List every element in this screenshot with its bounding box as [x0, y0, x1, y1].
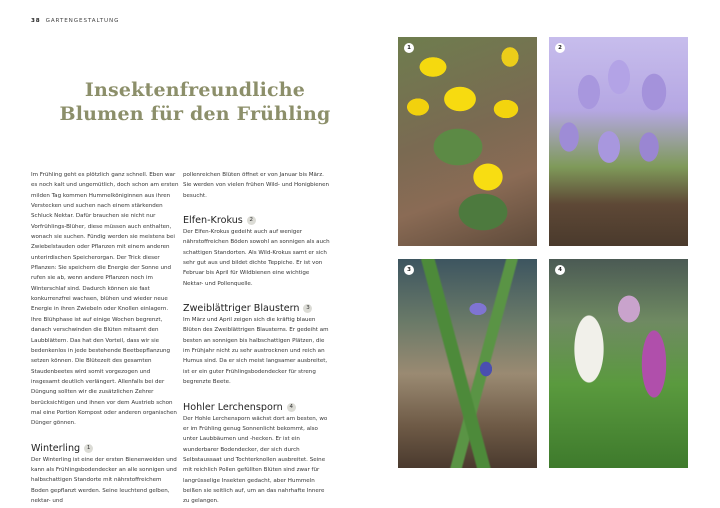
photo-elfen-krokus: [549, 37, 688, 246]
number-badge: 2: [247, 216, 256, 225]
photo-number-badge: 2: [555, 43, 565, 53]
photo-lerchensporn: [549, 259, 688, 468]
section-heading-blaustern: [183, 302, 331, 315]
running-head: [31, 18, 119, 24]
text-column-1: [31, 170, 179, 506]
number-badge: 4: [287, 403, 296, 412]
number-badge: 3: [303, 304, 312, 313]
section-name: GARTENGESTALTUNG: [45, 18, 120, 24]
title-line-1: Insektenfreundliche: [84, 79, 306, 101]
intro-paragraph: Im Frühling geht es plötzlich ganz schnell. Eben war es noch kalt und ungemütlich, doch schon am ersten milden Tag kommen Hummelköniginnen aus ihren Verstecken und suchen nach einem stärkenden Schluck Nektar. Dafür brauchen sie nicht nur Vorfrühlings-Blüher, diese müssen auch enthalten, wonach sie suchen. Fündig werden sie meistens bei Zwiebelstauden oder Pflanzen mit einem anderen unterirdischen Speicherorgan. Der Trick dieser Pflanzen: Sie speichern die Energie der Sonne und rufen sie ab, wenn andere Pflanzen noch im Winterschlaf sind. Dadurch können sie fast konkurrenzfrei wachsen, blühen und wieder neue Energie in ihren Zwiebeln oder Knollen einlagern. Ihre Blühphase ist auf einige Wochen begrenzt, danach verschwinden die Blüten mitsamt den Laubblättern. Das hat den Vorteil, dass wir sie bedenkenlos in jede bestehende Beetbepflanzung setzen können. Die Blütezeit des gesamten Staudenbeetes wird somit vorgezogen und insgesamt deutlich verlängert. Allenfalls bei der Düngung sollten wir die zusätzlichen Zehrer berücksichtigen und ihnen vor dem Austrieb schon mal eine Portion Kompost oder anderen organischen Dünger gönnen.: [31, 172, 179, 427]
section-text-lerchensporn: Der Hohle Lerchensporn wächst dort am besten, wo er im Frühling genug Sonnenlicht bekommt, also unter Laubbäumen und -hecken. Er ist ein wunderbarer Bodendecker, der sich durch Selbstaussaat und Tochterknollen ausbreitet. Seine mit reichlich Pollen gefüllten Blüten sind zwar für langrüsselige Insekten gedacht, aber Hummeln beißen sie seitlich auf, um an das nahrhafte Innere zu gelangen.: [183, 415, 328, 505]
photo-number-badge: 3: [404, 265, 414, 275]
photo-number-badge: 4: [555, 265, 565, 275]
section-text-elfen-krokus: Der Elfen-Krokus gedeiht auch auf weniger nährstoffreichen Böden sowohl an sonnigen als auch schattigen Standorten. Als Wild-Krokus samt er sich sehr gut aus und bildet dichte Teppiche. Er ist von Februar bis April für Wildbienen eine wichtige Nektar- und Pollenquelle.: [183, 229, 330, 287]
page-title: [40, 78, 350, 126]
text-column-2: [183, 170, 331, 507]
photo-blaustern: [398, 259, 537, 468]
heading-text: Elfen-Krokus: [183, 215, 243, 227]
section-heading-winterling: [31, 442, 179, 455]
heading-text: Winterling: [31, 442, 81, 454]
section-heading-elfen-krokus: [183, 214, 331, 227]
page-number: 38: [31, 18, 41, 24]
section-text-winterling-cont: pollenreichen Blüten öffnet er von Januar bis März. Sie werden von vielen frühen Wild- und Honigbienen besucht.: [183, 172, 330, 199]
section-heading-lerchensporn: [183, 401, 331, 414]
photo-number-badge: 1: [404, 43, 414, 53]
section-text-blaustern: Im März und April zeigen sich die kräftig blauen Blüten des Zweiblättrigen Blausterns. Er gedeiht am besten an sonnigen bis halbschattigen Plätzen, die im Frühjahr nicht zu sehr austrocknen und reich an Humus sind. Da er sich meist langsamer ausbreitet, ist er ein guter Frühlingsbodendecker für streng begrenzte Beete.: [183, 317, 329, 386]
photo-winterling: [398, 37, 537, 246]
number-badge: 1: [84, 444, 93, 453]
heading-text: Zweiblättriger Blaustern: [183, 303, 300, 315]
title-line-2: Blumen für den Frühling: [59, 103, 331, 125]
heading-text: Hohler Lerchensporn: [183, 401, 283, 413]
section-text-winterling: Der Winterling ist eine der ersten Bienenweiden und kann als Frühlingsbodendecker an alle sonnigen und halbschattigen Standorte mit nährstoffreichem Boden gepflanzt werden. Seine leuchtend gelben, nektar- und: [31, 456, 177, 504]
